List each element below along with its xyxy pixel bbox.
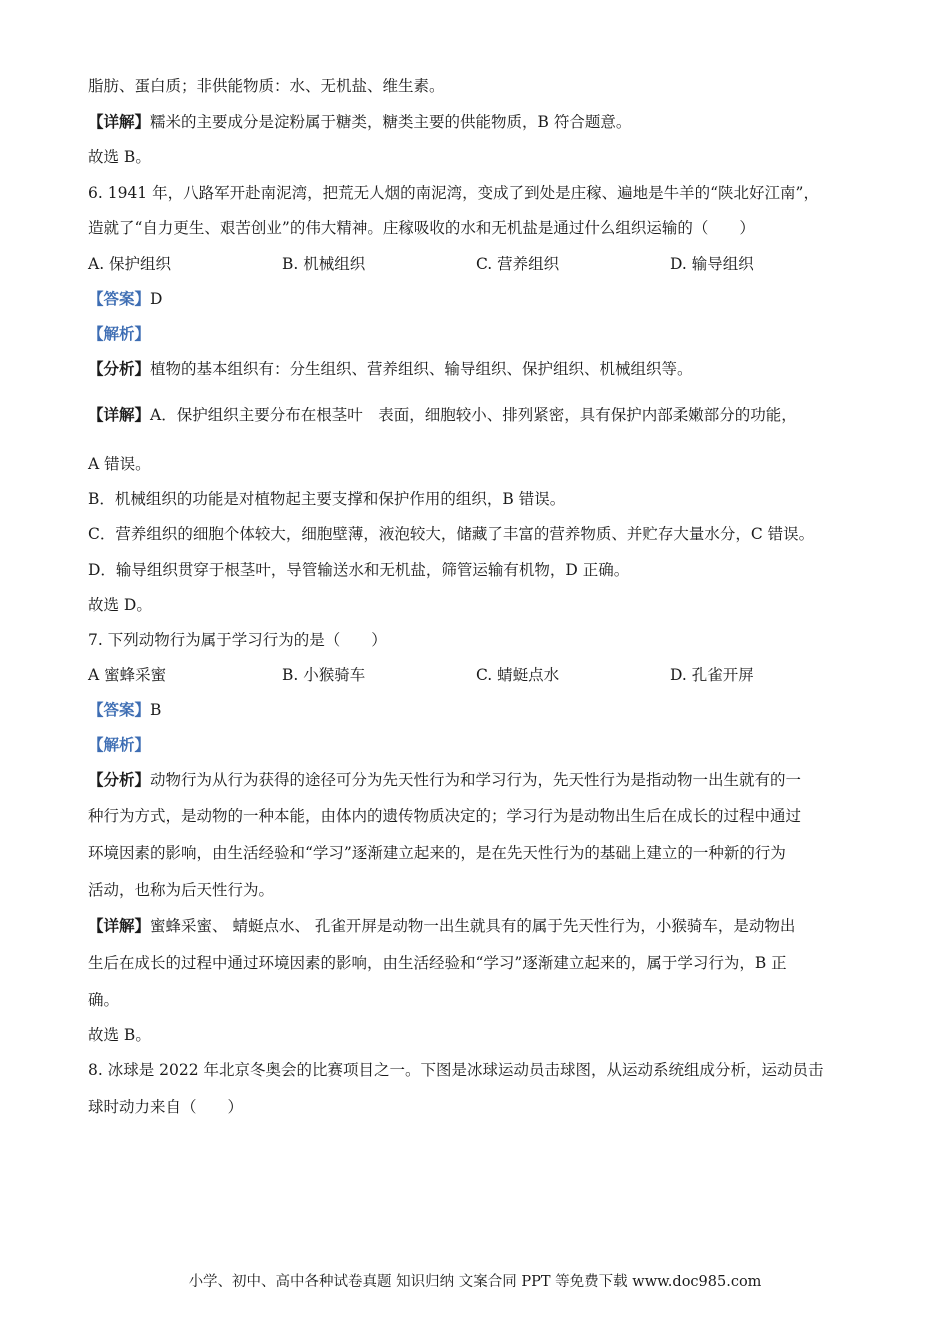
detail-tag: 【详解】	[88, 112, 151, 131]
q6-detail-a-line-2: A 错误。	[88, 455, 151, 473]
footer-text: 小学、初中、高中各种试卷真题 知识归纳 文案合同 PPT 等免费下载 www.doc985.com	[188, 1274, 762, 1290]
q6-detail-a-line-1: 【详解】A．保护组织主要分布在根茎叶 表面，细胞较小、排列紧密，具有保护内部柔嫩部分的功能，	[88, 405, 797, 424]
q6-stem-line-2: 造就了“自力更生、艰苦创业”的伟大精神。庄稼吸收的水和无机盐是通过什么组织运输的（ ）	[88, 219, 755, 237]
q7-fenxi-line-2: 种行为方式，是动物的一种本能，由体内的遗传物质决定的；学习行为是动物出生后在成长的过程中通过	[88, 807, 802, 825]
q6-option-c: C. 营养组织	[476, 255, 560, 273]
page-footer	[0, 1270, 950, 1291]
q8-stem-line-1: 8. 冰球是 2022 年北京冬奥会的比赛项目之一。下图是冰球运动员击球图，从运动系统组成分析，运动员击	[88, 1061, 824, 1079]
q6-choice: 故选 D。	[88, 596, 152, 614]
q5-detail: 【详解】糯米的主要成分是淀粉属于糖类，糖类主要的供能物质，B 符合题意。	[88, 112, 632, 131]
q7-stem: 7. 下列动物行为属于学习行为的是（ ）	[88, 631, 387, 649]
answer-tag: 【答案】	[88, 289, 151, 308]
q7-analysis-heading: 【解析】	[88, 735, 151, 754]
q7-option-b: B. 小猴骑车	[282, 666, 366, 684]
q6-analysis-heading: 【解析】	[88, 324, 151, 343]
q7-fenxi-line-4: 活动，也称为后天性行为。	[88, 881, 275, 899]
q6-answer: 【答案】D	[88, 289, 163, 308]
fenxi-tag: 【分析】	[88, 359, 151, 378]
q6-option-d: D. 输导组织	[670, 255, 754, 273]
q7-fenxi-line-1: 【分析】动物行为从行为获得的途径可分为先天性行为和学习行为，先天性行为是指动物一出生就有的一	[88, 770, 802, 789]
q7-detail-line-1: 【详解】蜜蜂采蜜、 蜻蜓点水、 孔雀开屏是动物一出生就具有的属于先天性行为，小猴骑车，是动物出	[88, 916, 796, 935]
q6-option-a: A. 保护组织	[88, 255, 172, 273]
fenxi-tag: 【分析】	[88, 770, 151, 789]
q7-option-c: C. 蜻蜓点水	[476, 666, 560, 684]
answer-tag: 【答案】	[88, 700, 151, 719]
detail-tag: 【详解】	[88, 916, 151, 935]
q7-detail-line-3: 确。	[88, 991, 120, 1009]
q5-choice: 故选 B。	[88, 148, 151, 166]
q6-stem-line-1: 6. 1941 年，八路军开赴南泥湾，把荒无人烟的南泥湾，变成了到处是庄稼、遍地是牛羊的“陕北好江南”，	[88, 184, 819, 202]
q8-stem-line-2: 球时动力来自（ ）	[88, 1098, 244, 1116]
paragraph-nutrients: 脂肪、蛋白质；非供能物质：水、无机盐、维生素。	[88, 77, 445, 95]
q6-detail-c: C．营养组织的细胞个体较大，细胞壁薄，液泡较大，储藏了丰富的营养物质、并贮存大量水分，C 错误。	[88, 525, 815, 543]
detail-tag: 【详解】	[88, 405, 151, 424]
q6-option-b: B. 机械组织	[282, 255, 366, 273]
q7-option-a: A 蜜蜂采蜜	[88, 666, 167, 684]
q6-fenxi: 【分析】植物的基本组织有：分生组织、营养组织、输导组织、保护组织、机械组织等。	[88, 359, 693, 378]
q7-detail-line-2: 生后在成长的过程中通过环境因素的影响，由生活经验和“学习”逐渐建立起来的，属于学习行为，B 正	[88, 954, 787, 972]
q6-detail-d: D．输导组织贯穿于根茎叶，导管输送水和无机盐，筛管运输有机物，D 正确。	[88, 561, 630, 579]
q6-detail-b: B．机械组织的功能是对植物起主要支撑和保护作用的组织，B 错误。	[88, 490, 566, 508]
q7-answer: 【答案】B	[88, 700, 162, 719]
q7-choice: 故选 B。	[88, 1026, 151, 1044]
q7-option-d: D. 孔雀开屏	[670, 666, 754, 684]
q7-fenxi-line-3: 环境因素的影响，由生活经验和“学习”逐渐建立起来的，是在先天性行为的基础上建立的一种新的行为	[88, 844, 786, 862]
